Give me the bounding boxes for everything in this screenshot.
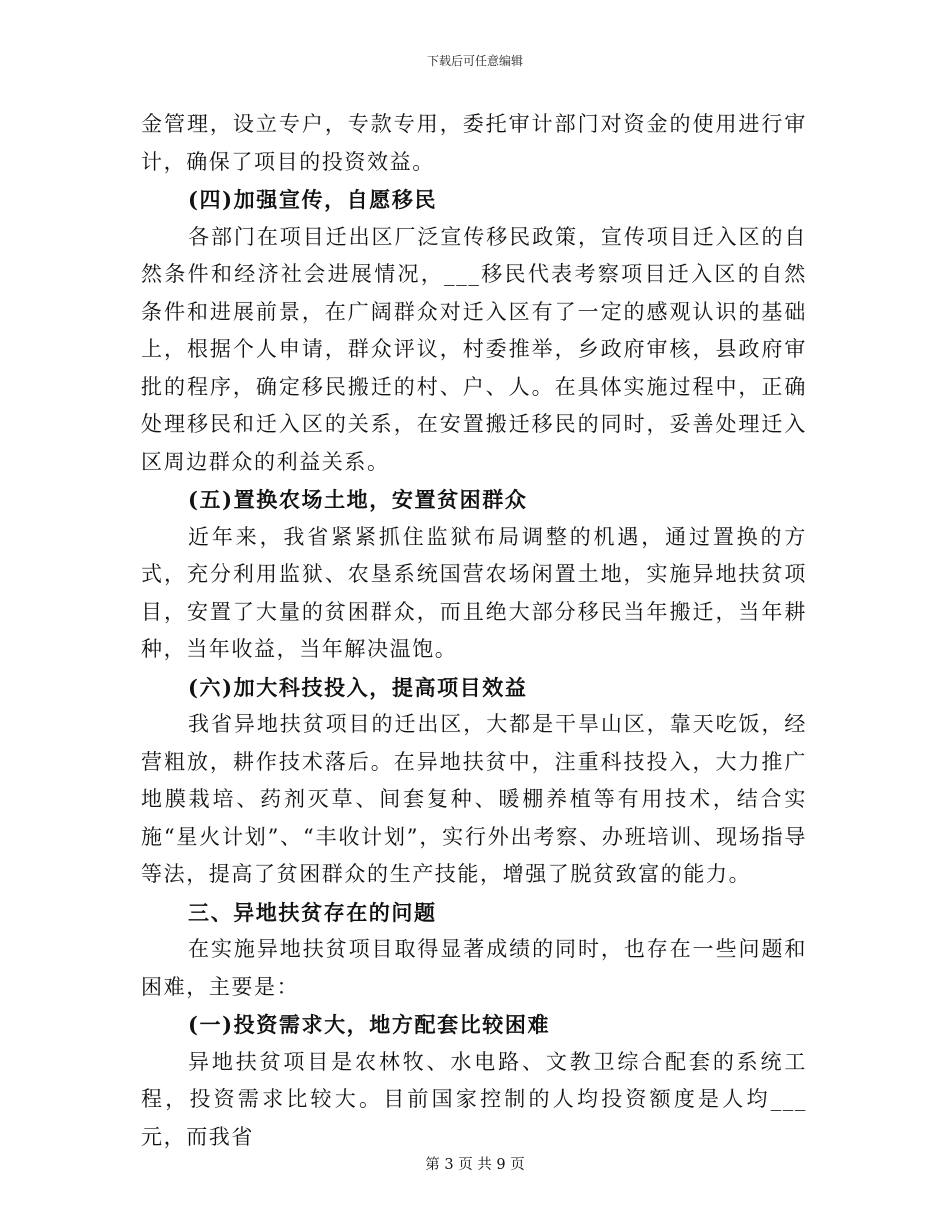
chapter-heading-3: 三、异地扶贫存在的问题 [188,899,437,925]
section-heading-5: (五)置换农场土地，安置贫困群众 [188,487,528,512]
document-body [141,106,807,1156]
section-heading-6: (六)加大科技投入，提高项目效益 [188,674,528,700]
page-footer: 第 3 页 共 9 页 [425,1157,525,1173]
paragraph-continued: 金管理，设立专户，专款专用，委托审计部门对资金的使用进行审计，确保了项目的投资效益。 [141,112,807,174]
paragraph-publicity: 各部门在项目迁出区厂泛宣传移民政策，宣传项目迁入区的自然条件和经济社会进展情况，___移民代表考察项目迁入区的自然条件和进展前景，在广阔群众对迁入区有了一定的感观认识的基础上，根据个人申请，群众评议，村委推举，乡政府审核，县政府审批的程序，确定移民搬迁的村、户、人。在具体实施过程中，正确处理移民和迁入区的关系，在安置搬迁移民的同时，妥善处理迁入区周边群众的利益关系。 [141,224,807,474]
section-heading-4: (四)加强宣传，自愿移民 [188,187,438,212]
paragraph-investment: 异地扶贫项目是农林牧、水电路、文教卫综合配套的系统工程，投资需求比较大。目前国家控制的人均投资额度是人均___元，而我省 [141,1049,807,1149]
paragraph-technology: 我省异地扶贫项目的迁出区，大都是干旱山区，靠天吃饭，经营粗放，耕作技术落后。在异地扶贫中，注重科技投入，大力推广地膜栽培、药剂灭草、间套复种、暖棚养植等有用技术，结合实施“星火计划”、“丰收计划”，实行外出考察、办班培训、现场指导等法，提高了贫困群众的生产技能，增强了脱贫致富的能力。 [141,712,807,886]
section-heading-1: (一)投资需求大，地方配套比较困难 [188,1012,551,1037]
paragraph-problems-intro: 在实施异地扶贫项目取得显著成绩的同时，也存在一些问题和困难，主要是： [141,937,807,999]
page-header: 下载后可任意编辑 [426,54,523,68]
paragraph-farmland: 近年来，我省紧紧抓住监狱布局调整的机遇，通过置换的方式，充分利用监狱、农垦系统国营农场闲置土地，实施异地扶贫项目，安置了大量的贫困群众，而且绝大部分移民当年搬迁，当年耕种，当年收益，当年解决温饱。 [141,524,807,661]
